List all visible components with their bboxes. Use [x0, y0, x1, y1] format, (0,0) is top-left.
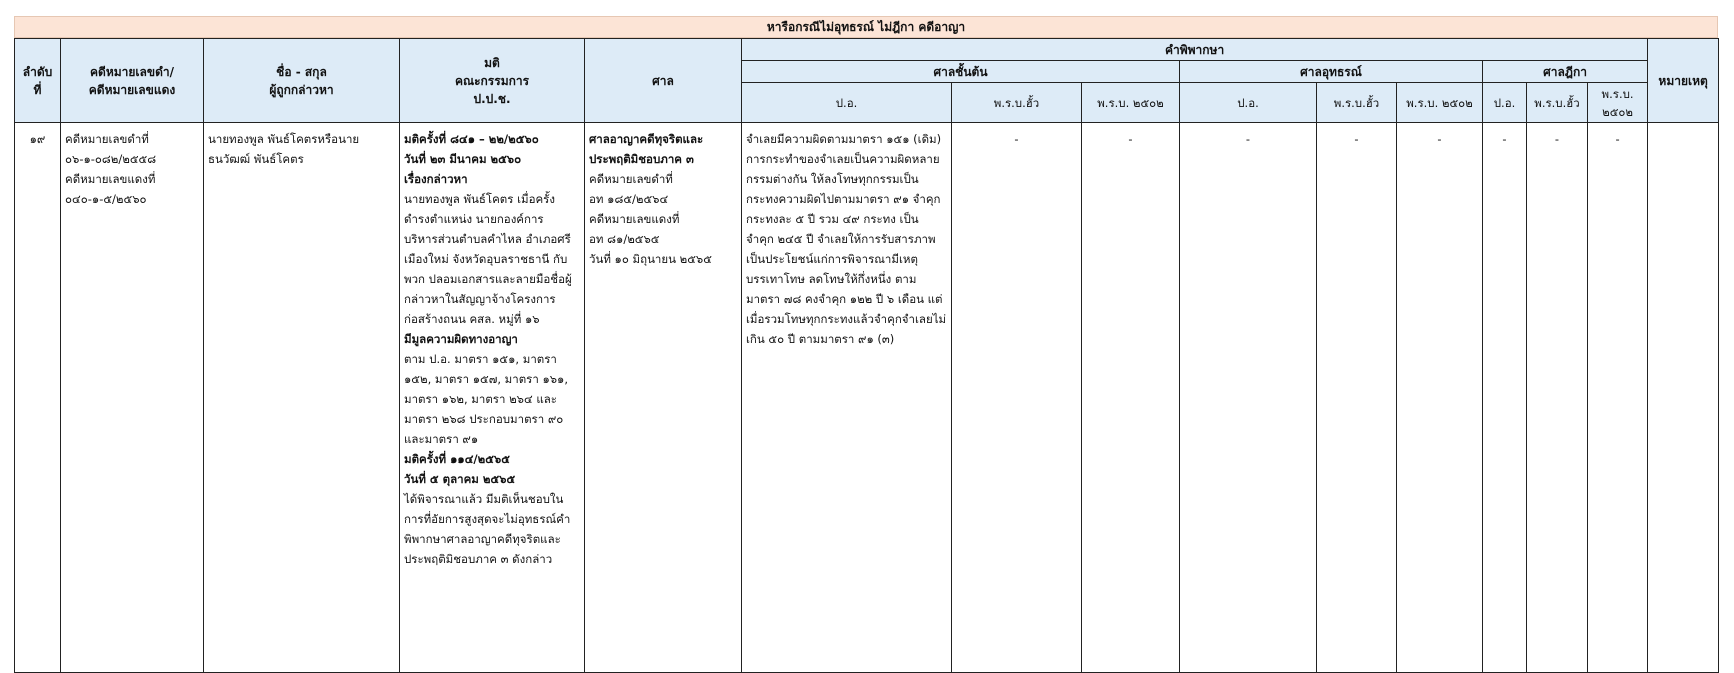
cell-text-line: เป็นประโยชน์แก่การพิจารณามีเหตุ	[746, 252, 918, 266]
header-case-number: คดีหมายเลขดำ/ คดีหมายเลขแดง	[61, 39, 204, 123]
cell-text-line: ๑๕๒, มาตรา ๑๕๗, มาตรา ๑๖๑,	[404, 372, 569, 386]
cell-text-line: ก่อสร้างถนน คสล. หมู่ที่ ๑๖	[404, 312, 540, 326]
cell-text-line: พวก ปลอมเอกสารและลายมือชื่อผู้	[404, 272, 572, 286]
cell-appeal-prb-2502: -	[1397, 123, 1483, 673]
header-first-prb-2502: พ.ร.บ. ๒๕๐๒	[1082, 83, 1180, 123]
table-banner-title: หารือกรณีไม่อุทธรณ์ ไม่ฎีกา คดีอาญา	[14, 16, 1718, 38]
cell-text-line: เมืองใหม่ จังหวัดอุบลราชธานี กับ	[404, 252, 568, 266]
cell-text-line: กล่าวหาในสัญญาจ้างโครงการ	[404, 292, 556, 306]
cell-text-line: บรรเทาโทษ ลดโทษให้กึ่งหนึ่ง ตาม	[746, 272, 917, 286]
cell-supreme-po: -	[1483, 123, 1527, 673]
cell-text-line: ตาม ป.อ. มาตรา ๑๕๑, มาตรา	[404, 352, 557, 366]
cell-text-line: ประพฤติมิชอบภาค ๓	[589, 152, 694, 166]
cell-text-line: มติครั้งที่ ๑๑๔/๒๕๖๕	[404, 452, 510, 466]
cell-text-line: เรื่องกล่าวหา	[404, 172, 468, 186]
header-appeal-prb-2502: พ.ร.บ. ๒๕๐๒	[1397, 83, 1483, 123]
cell-case-number: คดีหมายเลขดำที่ ๐๖-๑-๐๘๒/๒๕๕๘ คดีหมายเลขแดงที่ ๐๔๐-๑-๕/๒๕๖๐	[61, 123, 204, 673]
cell-text-line: กระทงละ ๕ ปี รวม ๔๙ กระทง เป็น	[746, 212, 919, 226]
cell-text-line: พิพากษาศาลอาญาคดีทุจริตและ	[404, 532, 561, 546]
cell-text-line: ศาลอาญาคดีทุจริตและ	[589, 132, 704, 146]
table-row	[15, 123, 1719, 673]
cell-text-line: วันที่ ๑๐ มิถุนายน ๒๕๖๕	[589, 252, 712, 266]
cell-text-line: คดีหมายเลขแดงที่	[589, 212, 680, 226]
cell-appeal-po: -	[1180, 123, 1317, 673]
cell-text-line: เมื่อรวมโทษทุกกระทงแล้วจำคุกจำเลยไม่	[746, 312, 947, 326]
cell-order: ๑๙	[15, 123, 61, 673]
header-remark: หมายเหตุ	[1648, 39, 1719, 123]
cell-text-line: มาตรา ๒๖๘ ประกอบมาตรา ๙๐	[404, 412, 564, 426]
cell-first-prb-collusion: -	[952, 123, 1082, 673]
cell-text-line: บริหารส่วนตำบลคำไหล อำเภอศรี	[404, 232, 571, 246]
cell-remark	[1648, 123, 1719, 673]
header-first-po: ป.อ.	[742, 83, 952, 123]
cell-appeal-prb-collusion: -	[1317, 123, 1397, 673]
header-name: ชื่อ - สกุล ผู้ถูกกล่าวหา	[204, 39, 400, 123]
header-appeal-prb-collusion: พ.ร.บ.ฮั้ว	[1317, 83, 1397, 123]
header-supreme-prb-2502: พ.ร.บ. ๒๕๐๒	[1588, 83, 1648, 123]
header-supreme-po: ป.อ.	[1483, 83, 1527, 123]
cell-text-line: ดำรงตำแหน่ง นายกองค์การ	[404, 212, 544, 226]
cell-first-po	[742, 123, 952, 673]
cell-text-line: มาตรา ๗๘ คงจำคุก ๑๒๒ ปี ๖ เดือน แต่	[746, 292, 943, 306]
header-first-court: ศาลชั้นต้น	[742, 61, 1180, 83]
cell-text-line: อท ๘๑/๒๕๖๕	[589, 232, 660, 246]
header-supreme-prb-collusion: พ.ร.บ.ฮั้ว	[1527, 83, 1588, 123]
cell-text-line: ประพฤติมิชอบภาค ๓ ดังกล่าว	[404, 552, 553, 566]
cell-resolution	[400, 123, 585, 673]
cell-text-line: วันที่ ๕ ตุลาคม ๒๕๖๕	[404, 472, 516, 486]
cell-text-line: จำคุก ๒๔๕ ปี จำเลยให้การรับสารภาพ	[746, 232, 936, 246]
cell-text-line: การกระทำของจำเลยเป็นความผิดหลาย	[746, 152, 940, 166]
header-court: ศาล	[585, 39, 742, 123]
cell-supreme-prb-collusion: -	[1527, 123, 1588, 673]
header-order: ลำดับ ที่	[15, 39, 61, 123]
cell-text-line: การที่อัยการสูงสุดจะไม่อุทธรณ์คำ	[404, 512, 571, 526]
header-supreme-court: ศาลฎีกา	[1483, 61, 1648, 83]
header-resolution: มติ คณะกรรมการ ป.ป.ช.	[400, 39, 585, 123]
cell-text-line: กระทงความผิดไปตามมาตรา ๙๑ จำคุก	[746, 192, 941, 206]
cell-text-line: มาตรา ๑๖๒, มาตรา ๒๖๔ และ	[404, 392, 557, 406]
cell-text-line: จำเลยมีความผิดตามมาตรา ๑๕๑ (เดิม)	[746, 132, 942, 146]
cell-text-line: คดีหมายเลขดำที่	[589, 172, 673, 186]
cell-text-line: กรรมต่างกัน ให้ลงโทษทุกกรรมเป็น	[746, 172, 919, 186]
cell-court	[585, 123, 742, 673]
cell-first-prb-2502: -	[1082, 123, 1180, 673]
case-table	[14, 38, 1719, 673]
header-first-prb-collusion: พ.ร.บ.ฮั้ว	[952, 83, 1082, 123]
header-appeal-court: ศาลอุทธรณ์	[1180, 61, 1483, 83]
cell-name: นายทองพูล พันธ์โคตรหรือนาย ธนวัฒฒ์ พันธ์โคตร	[204, 123, 400, 673]
header-judgment: คำพิพากษา	[742, 39, 1648, 61]
cell-text-line: วันที่ ๒๓ มีนาคม ๒๕๖๐	[404, 152, 522, 166]
cell-text-line: มีมูลความผิดทางอาญา	[404, 332, 518, 346]
cell-text-line: ได้พิจารณาแล้ว มีมติเห็นชอบใน	[404, 492, 564, 506]
cell-text-line: นายทองพูล พันธ์โคตร เมื่อครั้ง	[404, 192, 555, 206]
cell-supreme-prb-2502: -	[1588, 123, 1648, 673]
cell-text-line: มติครั้งที่ ๘๔๑ – ๒๒/๒๕๖๐	[404, 132, 539, 146]
cell-text-line: และมาตรา ๙๑	[404, 432, 479, 446]
cell-text-line: อท ๑๘๕/๒๕๖๔	[589, 192, 669, 206]
cell-text-line: เกิน ๕๐ ปี ตามมาตรา ๙๑ (๓)	[746, 332, 895, 346]
header-appeal-po: ป.อ.	[1180, 83, 1317, 123]
